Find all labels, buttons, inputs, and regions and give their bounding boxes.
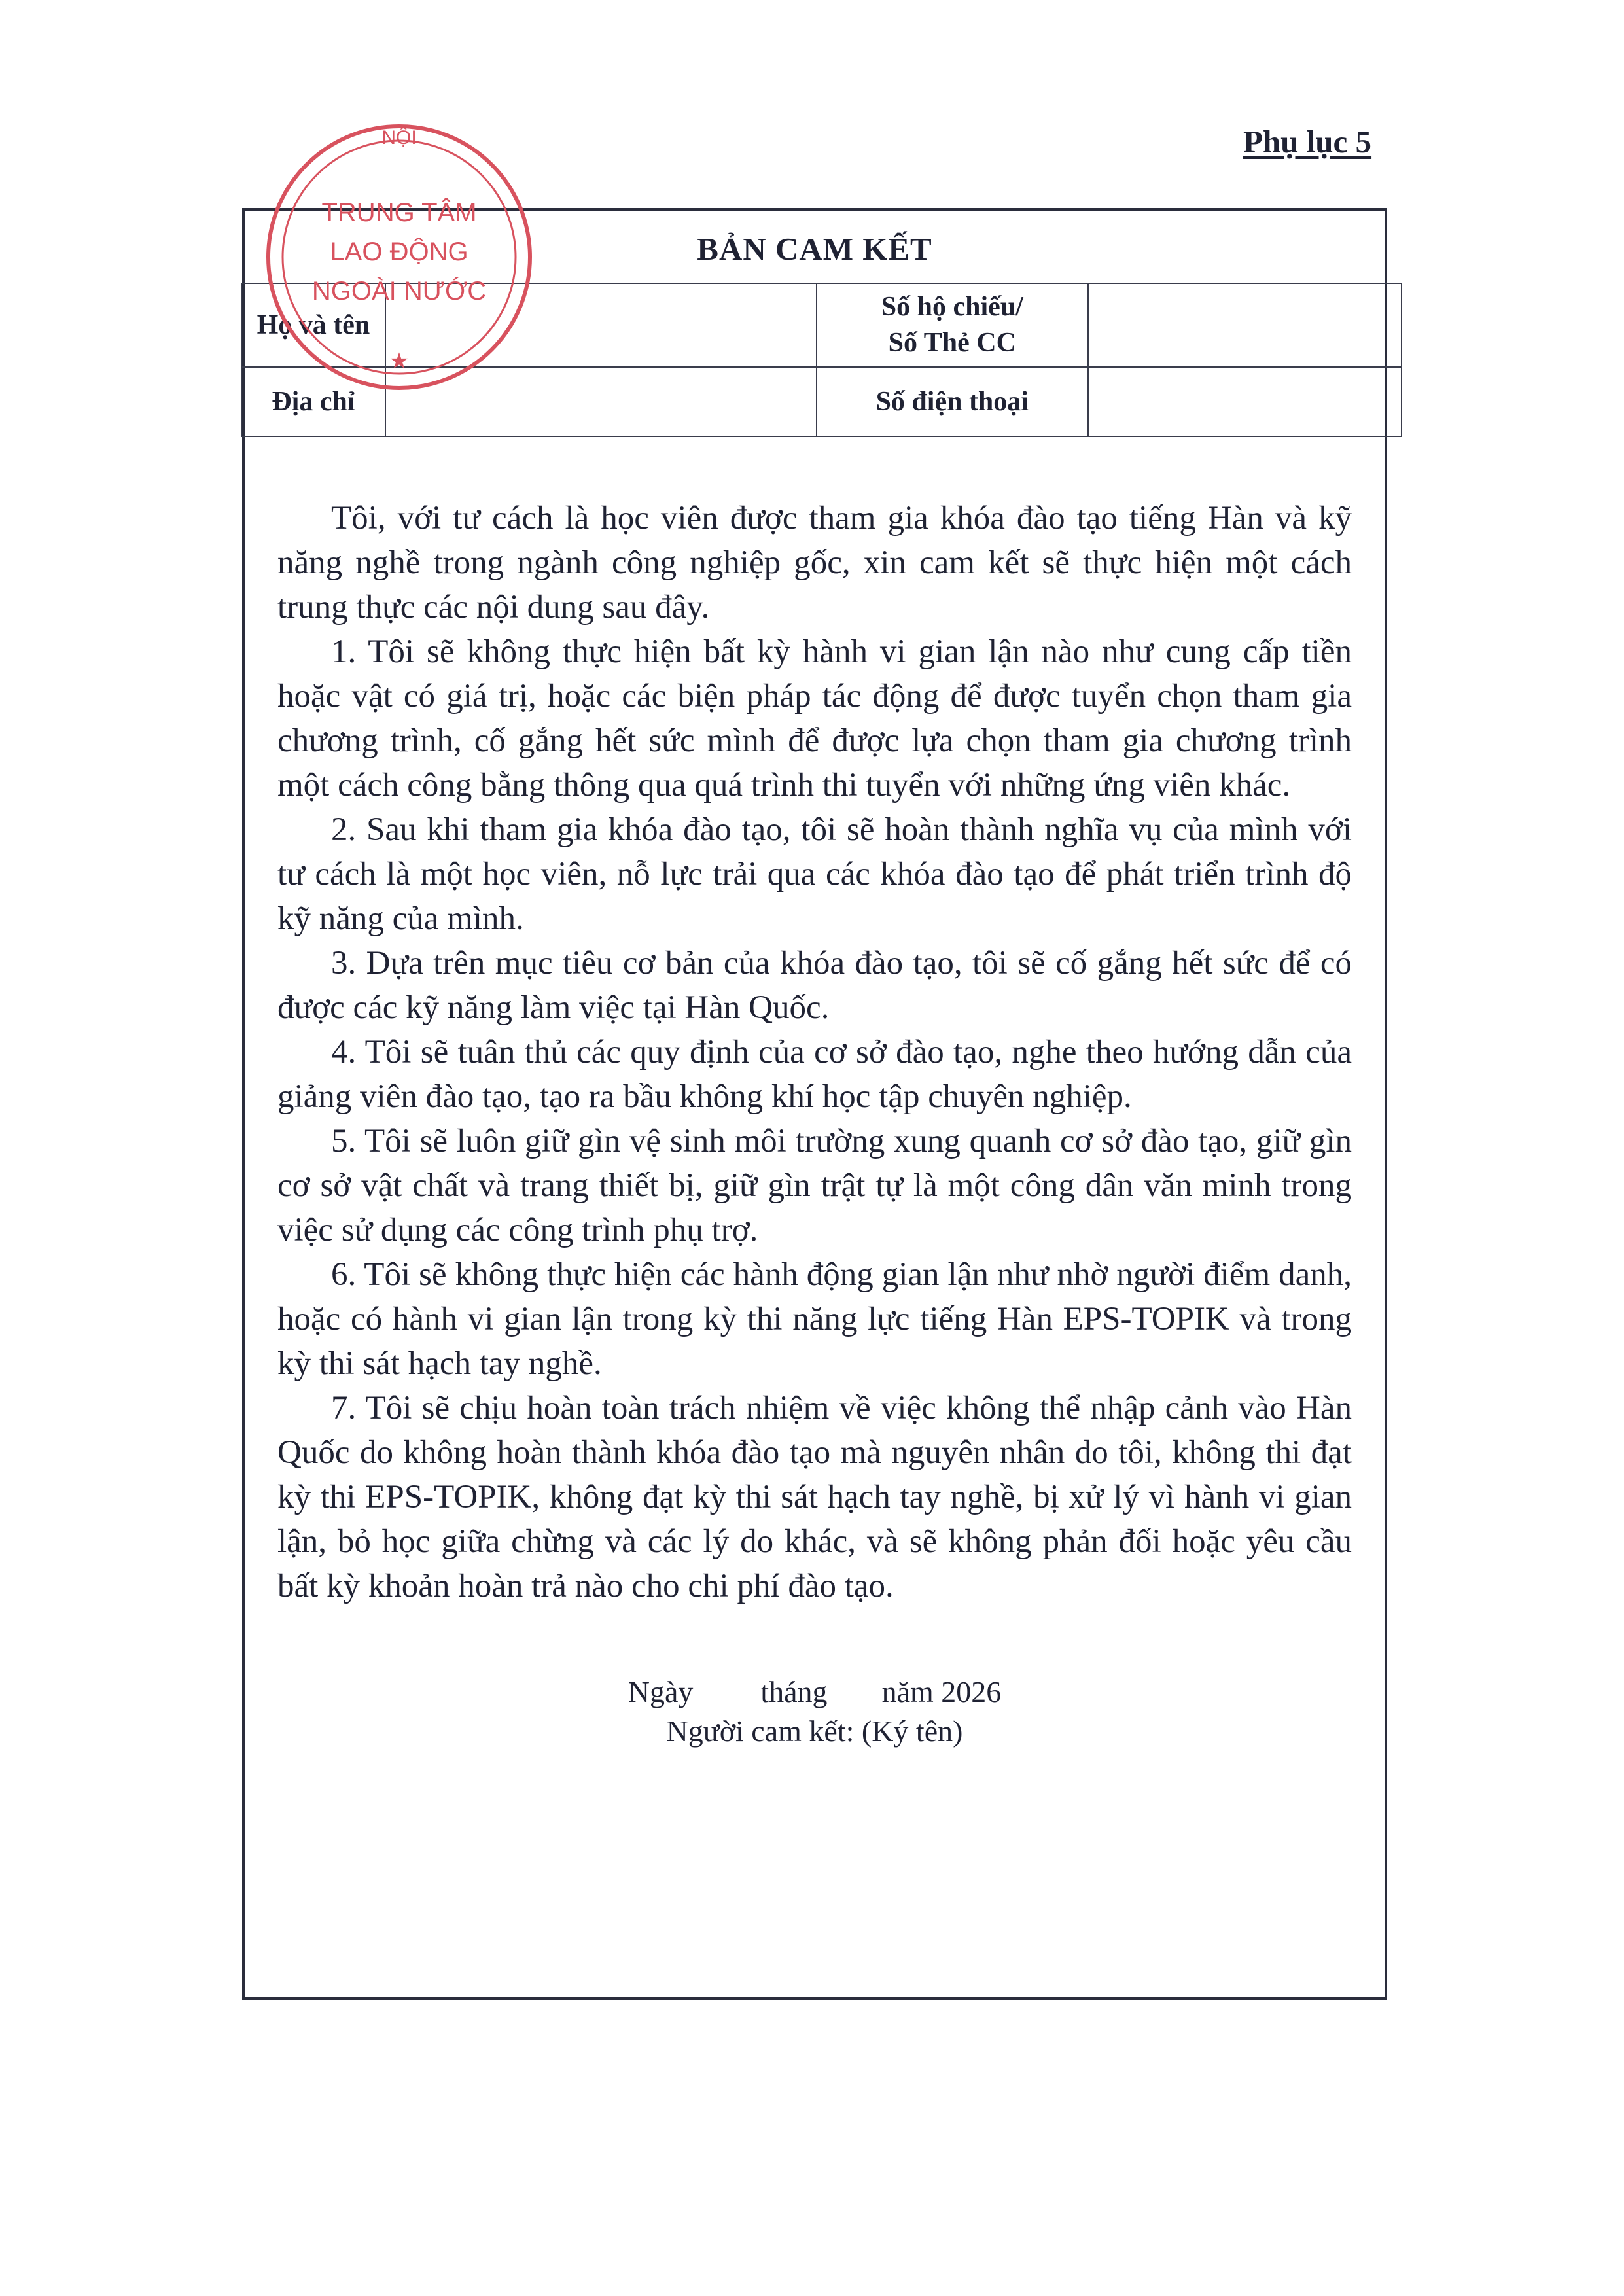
address-label: Địa chỉ — [241, 367, 385, 436]
clause-2: 2. Sau khi tham gia khóa đào tạo, tôi sẽ hoàn thành nghĩa vụ của mình với tư cách là một học viên, nỗ lực trải qua các khóa đào tạo để phát triển trình độ kỹ năng của mình. — [277, 811, 1352, 937]
commitment-body — [277, 496, 1352, 1608]
annex-label: Phụ lục 5 — [1243, 124, 1372, 160]
seal-line-3: NGOÀI NƯỚC — [311, 277, 487, 306]
intro-paragraph: Tôi, với tư cách là học viên được tham gia khóa đào tạo tiếng Hàn và kỹ năng nghề trong ngành công nghiệp gốc, xin cam kết sẽ thực hiện một cách trung thực các nội dung sau đây. — [277, 500, 1352, 626]
document-title: BẢN CAM KẾT — [697, 231, 932, 267]
passport-label-line1: Số hộ chiếu/ — [881, 292, 1023, 323]
date-line — [245, 1672, 1385, 1712]
seal-top-text: NỘI — [381, 127, 417, 149]
commitment-frame — [242, 208, 1387, 2000]
clause-3: 3. Dựa trên mục tiêu cơ bản của khóa đào tạo, tôi sẽ cố gắng hết sức để có được các kỹ năng làm việc tại Hàn Quốc. — [277, 945, 1352, 1026]
name-label: Họ và tên — [241, 283, 385, 367]
day-label: Ngày — [627, 1675, 694, 1708]
seal-line-1: TRUNG TÂM — [321, 198, 477, 227]
phone-label: Số điện thoại — [817, 367, 1088, 436]
signer-label: Người cam kết: (Ký tên) — [666, 1714, 963, 1748]
signature-block — [245, 1672, 1385, 1751]
clause-1: 1. Tôi sẽ không thực hiện bất kỳ hành vi gian lận nào như cung cấp tiền hoặc vật có giá trị, hoặc các biện pháp tác động để được tuyển chọn tham gia chương trình, cố gắng hết sức mình để được lựa chọn tham gia chương trình một cách công bằng thông qua quá trình thi tuyển với những ứng viên khác. — [277, 633, 1352, 804]
month-label: tháng — [760, 1675, 828, 1708]
clause-7: 7. Tôi sẽ chịu hoàn toàn trách nhiệm về việc không thể nhập cảnh vào Hàn Quốc do không hoàn thành khóa đào tạo mà nguyên nhân do tôi, không thi đạt kỳ thi EPS-TOPIK, không đạt kỳ thi sát hạch tay nghề, bị xử lý vì hành vi gian lận, bỏ học giữa chừng và các lý do khác, và sẽ không phản đối hoặc yêu cầu bất kỳ khoản hoàn trả nào cho chi phí đào tạo. — [277, 1390, 1352, 1604]
seal-line-2: LAO ĐỘNG — [330, 238, 468, 266]
year-label: năm 2026 — [881, 1675, 1002, 1708]
phone-field[interactable] — [1088, 367, 1402, 436]
organization-seal — [258, 116, 540, 398]
seal-star-icon: ★ — [389, 349, 410, 374]
clause-4: 4. Tôi sẽ tuân thủ các quy định của cơ sở đào tạo, nghe theo hướng dẫn của giảng viên đào tạo, tạo ra bầu không khí học tập chuyên nghiệp. — [277, 1034, 1352, 1115]
passport-field[interactable] — [1088, 283, 1402, 367]
clause-6: 6. Tôi sẽ không thực hiện các hành động gian lận như nhờ người điểm danh, hoặc có hành vi gian lận trong kỳ thi năng lực tiếng Hàn EPS-TOPIK và trong kỳ thi sát hạch tay nghề. — [277, 1256, 1352, 1382]
passport-label — [817, 283, 1088, 367]
clause-5: 5. Tôi sẽ luôn giữ gìn vệ sinh môi trường xung quanh cơ sở đào tạo, giữ gìn cơ sở vật chất và trang thiết bị, giữ gìn trật tự là một công dân văn minh trong việc sử dụng các công trình phụ trợ. — [277, 1123, 1352, 1248]
passport-label-line2: Số Thẻ CC — [888, 328, 1016, 358]
